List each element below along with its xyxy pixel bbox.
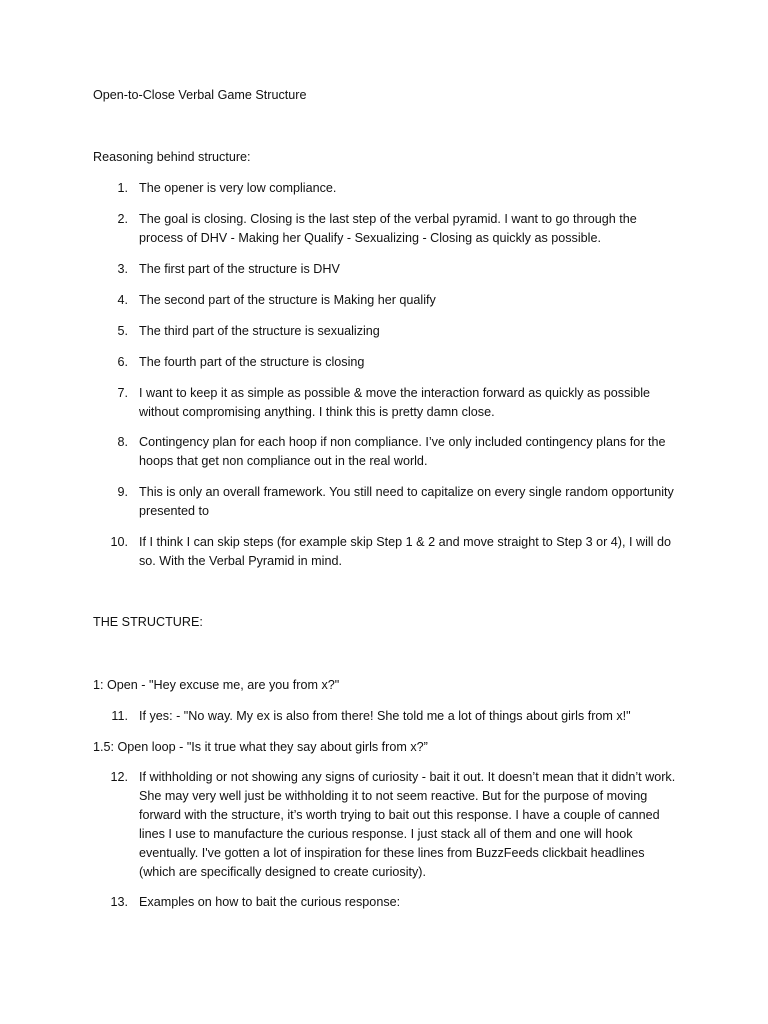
list-item-text: The first part of the structure is DHV (139, 262, 340, 276)
list-item-text: Examples on how to bait the curious response: (139, 895, 401, 909)
list-item-text: The opener is very low compliance. (139, 181, 337, 195)
list-item-text: This is only an overall framework. You still need to capitalize on every single random opportunity presented to (139, 485, 674, 518)
list-item-text: Contingency plan for each hoop if non compliance. I’ve only included contingency plans for the hoops that get non compliance out in the real world. (139, 435, 666, 468)
step-open: 1: Open - "Hey excuse me, are you from x?" (93, 678, 340, 692)
list-item-number: 5. (117, 324, 128, 338)
list-item-number: 1. (117, 181, 128, 195)
list-item-number: 2. (117, 212, 128, 226)
list-item-text: The fourth part of the structure is closing (139, 355, 365, 369)
document-title: Open-to-Close Verbal Game Structure (93, 88, 307, 102)
reasoning-heading: Reasoning behind structure: (93, 150, 251, 164)
list-item-number: 8. (117, 435, 128, 449)
list-item-text: The second part of the structure is Making her qualify (139, 293, 436, 307)
list-item-number: 4. (117, 293, 128, 307)
list-item-text: If yes: - "No way. My ex is also from there! She told me a lot of things about girls from x!" (139, 709, 631, 723)
list-item-number: 9. (117, 485, 128, 499)
structure-heading: THE STRUCTURE: (93, 615, 203, 629)
list-item-number: 11. (111, 709, 128, 723)
list-item-number: 3. (117, 262, 128, 276)
list-item-number: 13. (110, 895, 128, 909)
list-item-text: The third part of the structure is sexualizing (139, 324, 380, 338)
list-item-number: 6. (117, 355, 128, 369)
list-item-text: If I think I can skip steps (for example skip Step 1 & 2 and move straight to Step 3 or 4), I will do so. With the Verbal Pyramid in mind. (139, 535, 671, 568)
list-item-text: The goal is closing. Closing is the last step of the verbal pyramid. I want to go through the process of DHV - Making her Qualify - Sexualizing - Closing as quickly as possible. (139, 212, 637, 245)
list-item-number: 12. (110, 770, 128, 784)
list-item-number: 10. (110, 535, 128, 549)
list-item-text: If withholding or not showing any signs of curiosity - bait it out. It doesn’t mean that it didn’t work. She may very well just be withholding it to not seem reactive. But for the purpose of moving forward with the structure, it’s worth trying to bait out this response. I have a couple of canned lines I use to manufacture the curious response. I just stack all of them and one will hook eventually. I've gotten a lot of inspiration for these lines from BuzzFeeds clickbait headlines (which are specifically designed to create curiosity). (139, 770, 676, 879)
list-item-text: I want to keep it as simple as possible & move the interaction forward as quickly as possible without compromising anything. I think this is pretty damn close. (139, 386, 650, 419)
list-item-number: 7. (117, 386, 128, 400)
step-open-loop: 1.5: Open loop - "Is it true what they say about girls from x?” (93, 740, 428, 754)
